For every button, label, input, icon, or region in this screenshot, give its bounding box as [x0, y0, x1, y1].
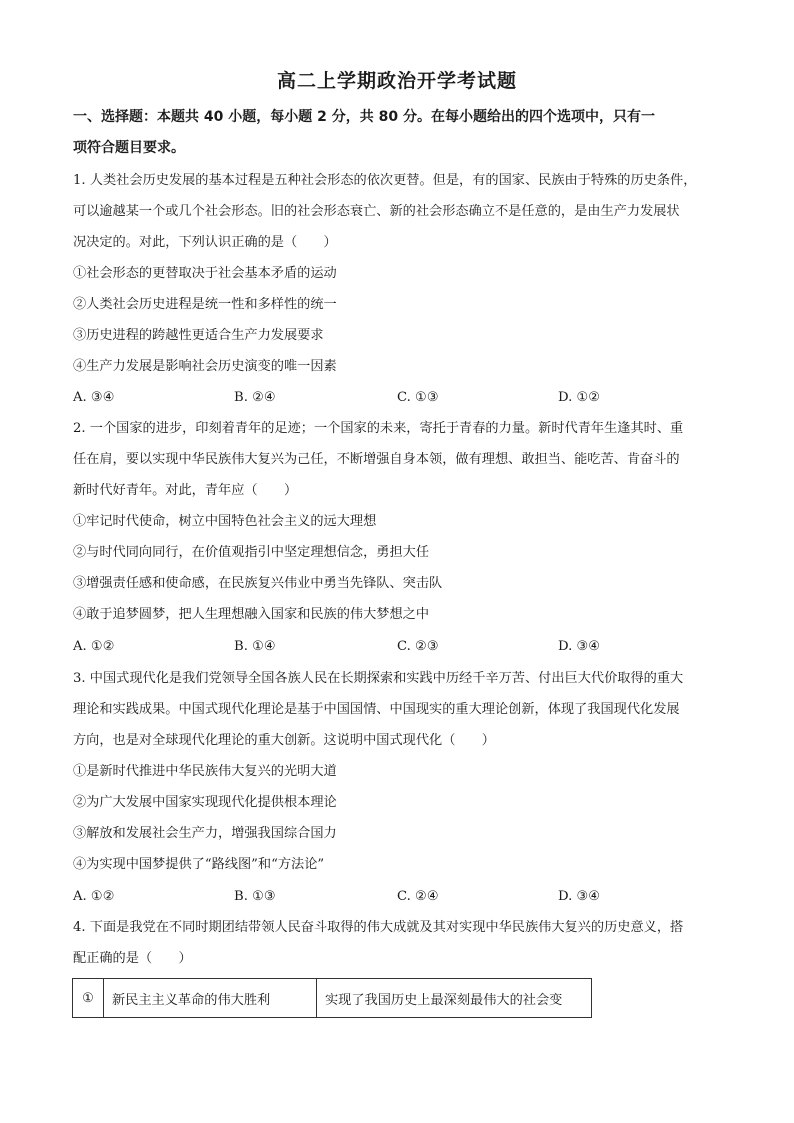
- option-b[interactable]: B. ①③: [234, 889, 276, 904]
- statement-item: ②与时代同向同行，在价值观指引中坚定理想信念，勇担大任: [73, 545, 430, 560]
- statement-item: ③增强责任感和使命感，在民族复兴伟业中勇当先锋队、突击队: [73, 576, 443, 591]
- matching-table: [72, 978, 592, 1018]
- stem-line: 方向，也是对全球现代化理论的重大创新。这说明中国式现代化（ ）: [73, 733, 495, 748]
- option-b[interactable]: B. ②④: [234, 390, 276, 405]
- stem-line: 理论和实践成果。中国式现代化理论是基于中国国情、中国现实的重大理论创新，体现了我国现代化发展: [73, 702, 680, 717]
- section-heading-line: 一、选择题：本题共 40 小题，每小题 2 分，共 80 分。在每小题给出的四个选项中，只有一: [73, 109, 655, 125]
- statement-item: ④生产力发展是影响社会历史演变的唯一因素: [73, 359, 337, 374]
- table-cell-achievement: 新民主主义革命的伟大胜利: [104, 979, 317, 1018]
- option-d[interactable]: D. ③④: [558, 889, 601, 904]
- stem-line: 2. 一个国家的进步，印刻着青年的足迹；一个国家的未来，寄托于青春的力量。新时代青年生逢其时、重: [73, 421, 684, 436]
- table-cell-significance: 实现了我国历史上最深刻最伟大的社会变: [317, 979, 592, 1018]
- statement-item: ④敢于追梦圆梦，把人生理想融入国家和民族的伟大梦想之中: [73, 607, 430, 622]
- statement-item: ④为实现中国梦提供了“路线图”和“方法论”: [73, 857, 325, 872]
- section-heading-line: 项符合题目要求。: [73, 140, 185, 156]
- question-3-stem: [73, 663, 725, 880]
- statement-item: ②为广大发展中国家实现现代化提供根本理论: [73, 795, 337, 810]
- stem-line: 况决定的。对此，下列认识正确的是（ ）: [73, 235, 337, 250]
- statement-item: ③历史进程的跨越性更适合生产力发展要求: [73, 328, 324, 343]
- option-a[interactable]: A. ①②: [73, 639, 115, 654]
- section-heading: [73, 102, 723, 164]
- option-a[interactable]: A. ③④: [73, 390, 115, 405]
- question-1-stem: [73, 165, 725, 382]
- question-2-options: [73, 631, 733, 662]
- table-cell-number: ①: [73, 979, 104, 1018]
- option-a[interactable]: A. ①②: [73, 889, 115, 904]
- stem-line: 新时代好青年。对此，青年应（ ）: [73, 483, 298, 498]
- option-d[interactable]: D. ③④: [558, 639, 601, 654]
- question-2-stem: [73, 413, 725, 630]
- stem-line: 可以逾越某一个或几个社会形态。旧的社会形态衰亡、新的社会形态确立不是任意的，是由生产力发展状: [73, 204, 680, 219]
- page-title: 高二上学期政治开学考试题: [276, 70, 517, 92]
- statement-item: ③解放和发展社会生产力，增强我国综合国力: [73, 826, 337, 841]
- statement-item: ①牢记时代使命，树立中国特色社会主义的远大理想: [73, 514, 377, 529]
- question-3-options: [73, 881, 733, 912]
- stem-line: 任在肩，要以实现中华民族伟大复兴为己任，不断增强自身本领，做有理想、敢担当、能吃苦、肯奋斗的: [73, 452, 680, 467]
- stem-line: 4. 下面是我党在不同时期团结带领人民奋斗取得的伟大成就及其对实现中华民族伟大复兴的历史意义，搭: [73, 920, 684, 935]
- statement-item: ①社会形态的更替取决于社会基本矛盾的运动: [73, 266, 337, 281]
- stem-line: 1. 人类社会历史发展的基本过程是五种社会形态的依次更替。但是，有的国家、民族由于特殊的历史条件，: [73, 173, 697, 188]
- option-d[interactable]: D. ①②: [558, 390, 601, 405]
- statement-item: ①是新时代推进中华民族伟大复兴的光明大道: [73, 764, 337, 779]
- option-c[interactable]: C. ②③: [397, 639, 439, 654]
- stem-line: 配正确的是（ ）: [73, 951, 192, 966]
- option-c[interactable]: C. ①③: [397, 390, 439, 405]
- table-row: [73, 979, 592, 1018]
- option-c[interactable]: C. ②④: [397, 889, 439, 904]
- stem-line: 3. 中国式现代化是我们党领导全国各族人民在长期探索和实践中历经千辛万苦、付出巨大代价取得的重大: [73, 671, 684, 686]
- question-1-options: [73, 382, 733, 413]
- option-b[interactable]: B. ①④: [234, 639, 276, 654]
- question-4-stem: [73, 912, 725, 974]
- statement-item: ②人类社会历史进程是统一性和多样性的统一: [73, 297, 337, 312]
